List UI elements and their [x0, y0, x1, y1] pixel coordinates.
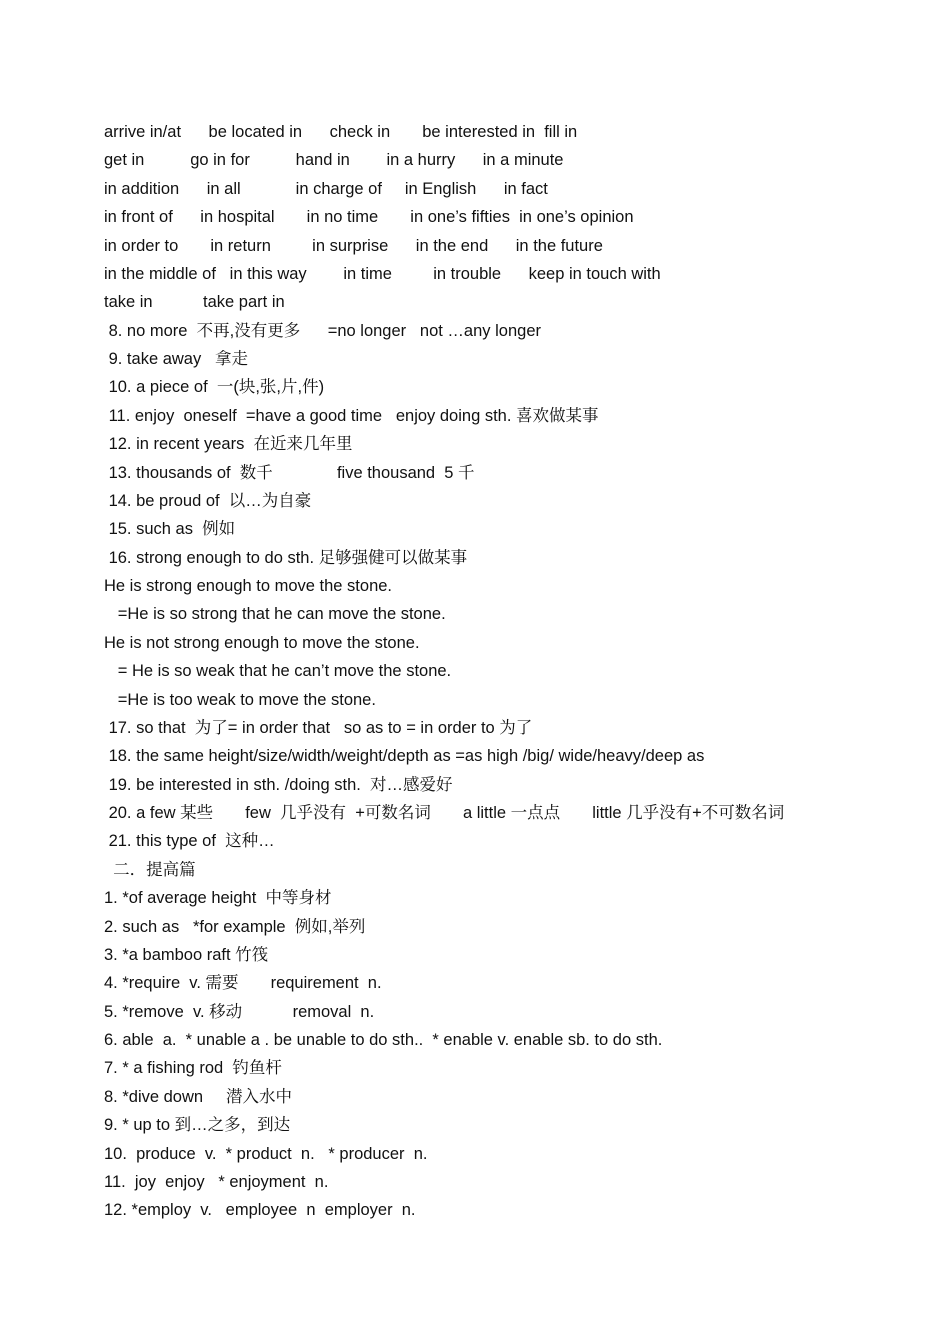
- text-line: in order to in return in surprise in the end in the future: [104, 237, 603, 255]
- text-line: He is strong enough to move the stone.: [104, 577, 393, 595]
- text-line: 1. *of average height 中等身材: [104, 889, 332, 907]
- text-line: 7. * a fishing rod 钓鱼杆: [104, 1059, 282, 1077]
- text-line: 8. no more 不再,没有更多 =no longer not …any longer: [104, 322, 541, 340]
- text-line: 11. joy enjoy * enjoyment n.: [104, 1173, 329, 1191]
- text-line: 5. *remove v. 移动 removal n.: [104, 1003, 375, 1021]
- text-line: in addition in all in charge of in English in fact: [104, 180, 548, 198]
- text-line: =He is too weak to move the stone.: [104, 691, 376, 709]
- text-line: 12. *employ v. employee n employer n.: [104, 1201, 416, 1219]
- text-line: 4. *require v. 需要 requirement n.: [104, 974, 382, 992]
- text-line: 21. this type of 这种…: [104, 832, 275, 850]
- text-line: 6. able a. * unable a . be unable to do sth.. * enable v. enable sb. to do sth.: [104, 1031, 663, 1049]
- text-line: 16. strong enough to do sth. 足够强健可以做某事: [104, 549, 468, 567]
- text-line: 18. the same height/size/width/weight/depth as =as high /big/ wide/heavy/deep as: [104, 747, 705, 765]
- text-line: He is not strong enough to move the stone.: [104, 634, 420, 652]
- text-line: 12. in recent years 在近来几年里: [104, 435, 353, 453]
- text-line: 8. *dive down 潜入水中: [104, 1088, 292, 1106]
- text-line: arrive in/at be located in check in be interested in fill in: [104, 123, 578, 141]
- section-heading: 二．提高篇: [104, 861, 196, 879]
- text-line: 10. produce v. * product n. * producer n.: [104, 1145, 428, 1163]
- text-line: = He is so weak that he can’t move the stone.: [104, 662, 452, 680]
- text-line: =He is so strong that he can move the stone.: [104, 605, 446, 623]
- text-line: 3. *a bamboo raft 竹筏: [104, 946, 269, 964]
- text-line: 11. enjoy oneself =have a good time enjoy doing sth. 喜欢做某事: [104, 407, 599, 425]
- text-line: get in go in for hand in in a hurry in a minute: [104, 151, 564, 169]
- text-line: 20. a few 某些 few 几乎没有 +可数名词 a little 一点点 little 几乎没有+不可数名词: [104, 804, 785, 822]
- text-line: in front of in hospital in no time in one’s fifties in one’s opinion: [104, 208, 634, 226]
- text-line: 19. be interested in sth. /doing sth. 对…感爱好: [104, 776, 453, 794]
- text-line: 15. such as 例如: [104, 520, 236, 538]
- text-line: take in take part in: [104, 293, 285, 311]
- text-line: 14. be proud of 以…为自豪: [104, 492, 312, 510]
- text-line: 2. such as *for example 例如,举列: [104, 918, 366, 936]
- text-line: 9. * up to 到…之多，到达: [104, 1116, 291, 1134]
- text-line: in the middle of in this way in time in trouble keep in touch with: [104, 265, 661, 283]
- text-line: 13. thousands of 数千 five thousand 5 千: [104, 464, 475, 482]
- text-line: 10. a piece of 一(块,张,片,件): [104, 378, 325, 396]
- text-line: 9. take away 拿走: [104, 350, 248, 368]
- text-line: 17. so that 为了= in order that so as to = in order to 为了: [104, 719, 533, 737]
